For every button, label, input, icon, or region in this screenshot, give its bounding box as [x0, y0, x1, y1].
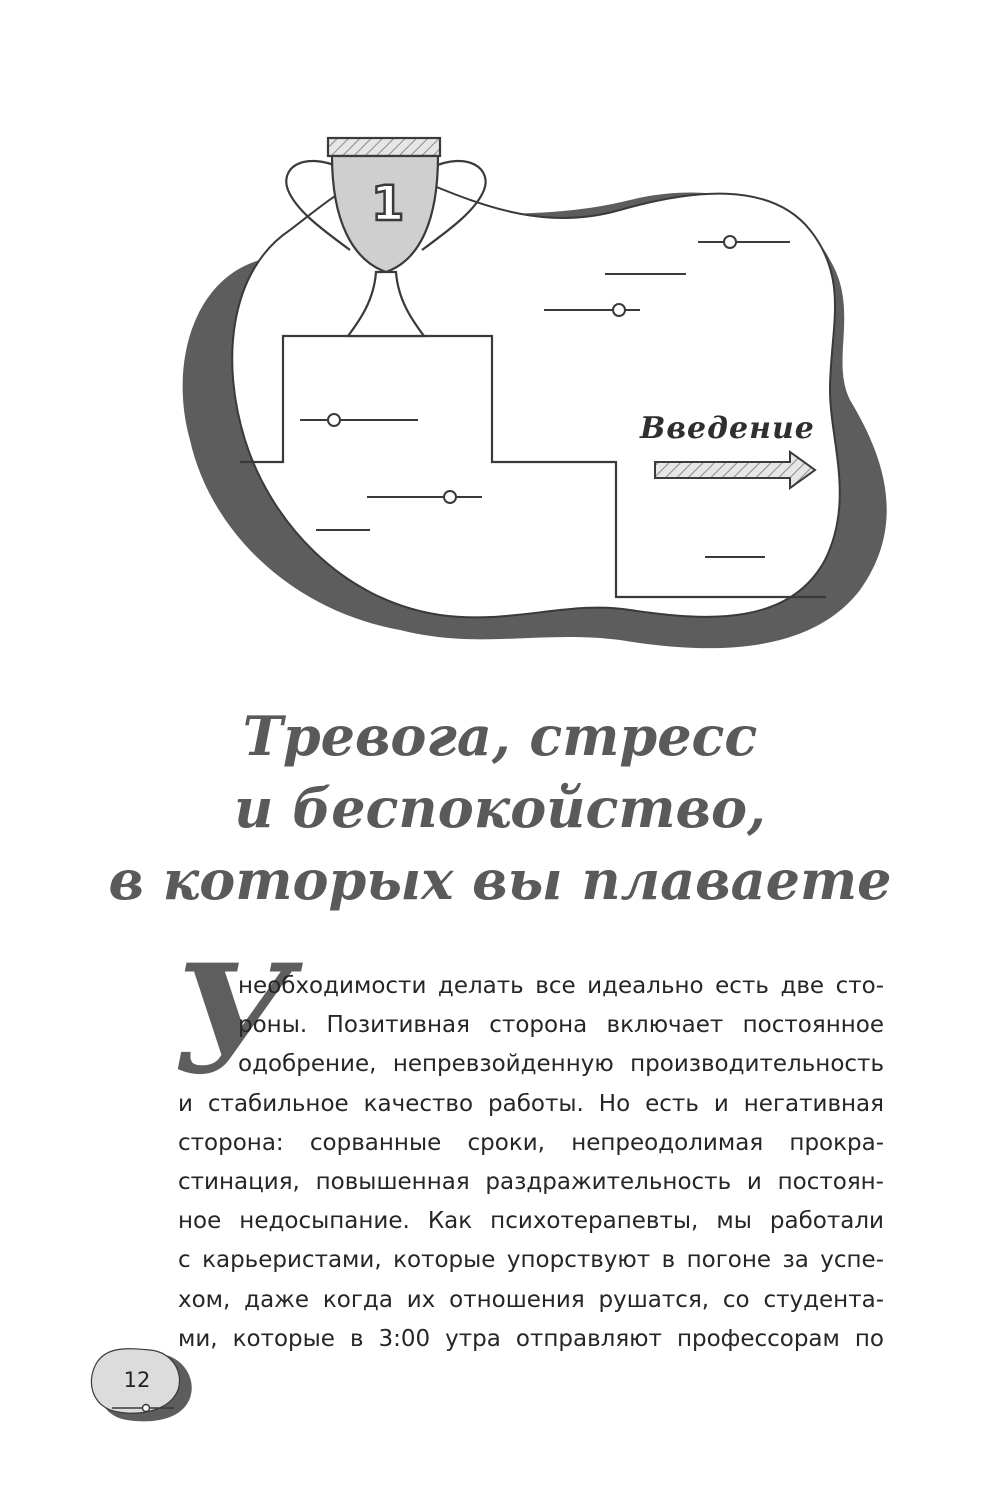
- page-number-badge: [82, 1338, 197, 1428]
- body-line: хом, даже когда их отношения рушатся, со студента-: [178, 1286, 884, 1313]
- chapter-heading: [80, 700, 920, 916]
- body-line: сторона: сорванные сроки, непреодолимая прокра-: [178, 1129, 884, 1156]
- body-line: ное недосыпание. Как психотерапевты, мы работали: [178, 1208, 884, 1235]
- heading-line-3: в которых вы плаваете: [108, 848, 892, 912]
- body-paragraph: [178, 967, 884, 1359]
- body-line: необходимости делать все идеально есть две сто-: [238, 973, 884, 999]
- trophy-rim: [328, 138, 440, 156]
- trophy-number: 1: [371, 176, 405, 232]
- body-line: и стабильное качество работы. Но есть и негативная: [178, 1090, 884, 1117]
- heading-line-2: и беспокойство,: [234, 776, 766, 840]
- chapter-illustration: [150, 110, 910, 710]
- body-line: с карьеристами, которые упорствуют в погоне за успе-: [178, 1247, 884, 1274]
- body-line: ми, которые в 3:00 утра отправляют профессорам по: [178, 1325, 884, 1352]
- body-line: стинация, повышенная раздражительность и постоян-: [178, 1168, 884, 1195]
- heading-line-1: Тревога, стресс: [242, 704, 758, 768]
- section-label: Введение: [640, 411, 815, 446]
- body-line: одобрение, непревзойденную производительность: [238, 1051, 884, 1078]
- body-line: роны. Позитивная сторона включает постоянное: [238, 1012, 884, 1039]
- page-number: 12: [123, 1368, 151, 1392]
- drop-cap: У: [172, 932, 294, 1108]
